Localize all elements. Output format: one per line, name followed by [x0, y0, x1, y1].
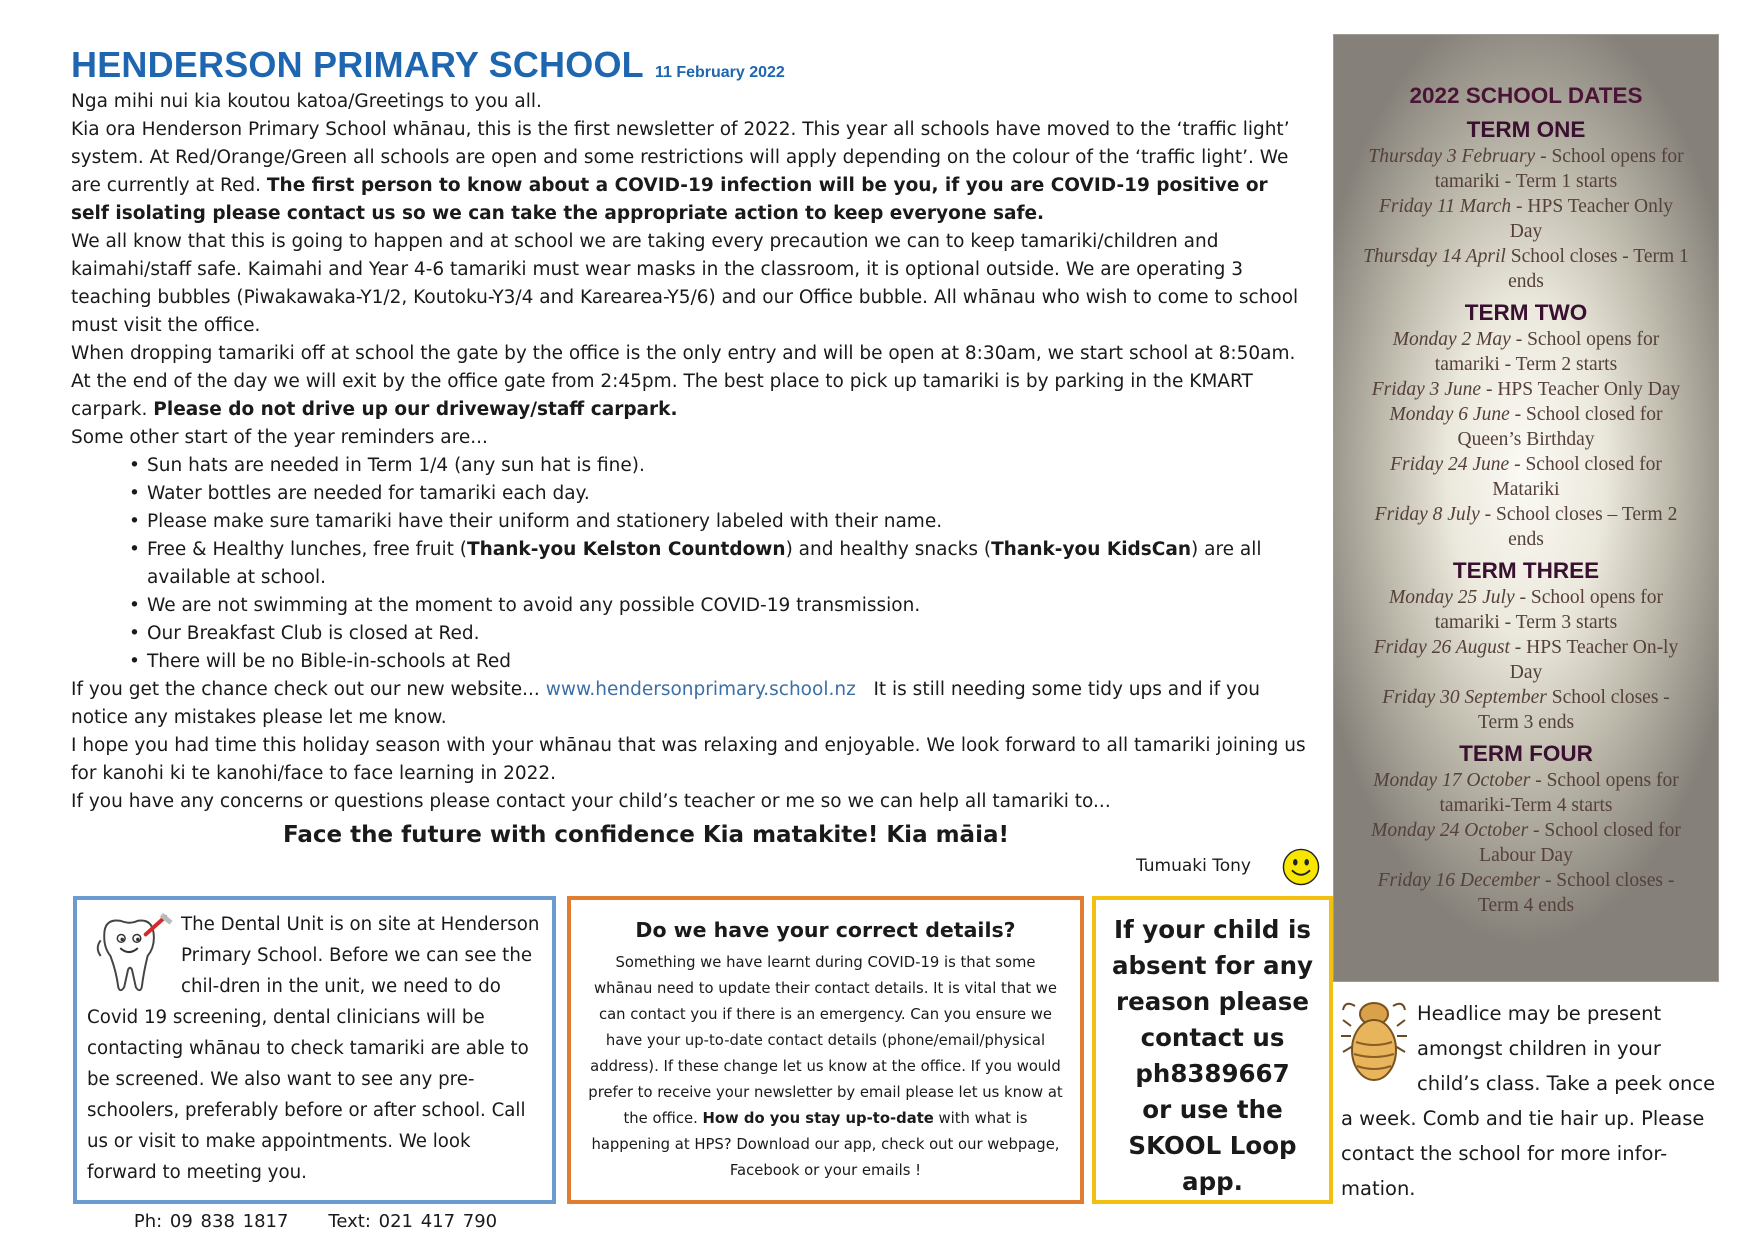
date-entry: Friday 8 July - School closes – Term 2 ends: [1374, 504, 1678, 550]
paragraph-traffic-light: Kia ora Henderson Primary School whānau, this is the first newsletter of 2022. This year all schools have moved to the ‘traffic light’ system. At Red/Orange/Green all schools are open and some restrictions will apply depending on the colour of the ‘traffic light’. We are currently at Red. The first person to know about a COVID-19 infection will be you, if you are COVID-19 positive or self isolating please contact us so we can take the appropriate action to keep everyone safe.: [71, 119, 1290, 224]
newsletter-article: [71, 44, 1311, 876]
smiley-face-icon: [1282, 848, 1320, 886]
skool-loop-text: or use the SKOOL Loop app.: [1128, 1095, 1297, 1196]
date-entry: Friday 11 March - HPS Teacher Only Day: [1379, 196, 1673, 242]
date-entry: Thursday 3 February - School opens for tamariki - Term 1 starts: [1368, 146, 1684, 192]
term-four-heading: TERM FOUR: [1459, 741, 1593, 766]
dental-unit-text: The Dental Unit is on site at Henderson Primary School. Before we can see the chil-dren in the unit, we need to do Covid 19 screening, dental clinicians will be contacting whānau to check tamariki are able to be screened. We also want to see any pre-schoolers, preferably before or after school. Call us or visit to make appointments. We look forward to meeting you.: [87, 914, 540, 1183]
paragraph-website: If you get the chance check out our new website... www.hendersonprimary.school.nz It is still needing some tidy ups and if you notice any mistakes please let me know.: [71, 679, 1261, 728]
stay-up-to-date-text: with what is happening at HPS? Download our app, check out our webpage, Facebook or your emails !: [591, 1110, 1060, 1179]
list-item: • Free & Healthy lunches, free fruit (Thank-you Kelston Countdown) and healthy snacks (Thank-you KidsCan) are all available at school.: [147, 536, 1311, 592]
list-item: • Sun hats are needed in Term 1/4 (any sun hat is fine).: [147, 452, 1311, 480]
headlice-text: Headlice may be present amongst children in your child’s class. Take a peek once a week. Comb and tie hair up. Please contact the school for more infor-mation.: [1341, 1002, 1716, 1200]
paragraph-precautions: We all know that this is going to happen and at school we are taking every precaution we can to keep tamariki/children and kaimahi/staff safe. Kaimahi and Year 4-6 tamariki must wear masks in the classroom, it is optional outside. We are operating 3 teaching bubbles (Piwakawaka-Y1/2, Koutoku-Y3/4 and Karearea-Y5/6) and our Office bubble. All whānau who wish to come to school must visit the office.: [71, 231, 1299, 336]
stay-up-to-date-label: How do you stay up-to-date: [702, 1110, 934, 1127]
date-entry: Monday 25 July - School opens for tamariki - Term 3 starts: [1388, 587, 1664, 633]
date-entry: Friday 30 September School closes - Term 3 ends: [1382, 687, 1670, 733]
term-three-heading: TERM THREE: [1452, 558, 1600, 583]
date-entry: Monday 2 May - School opens for tamariki - Term 2 starts: [1392, 329, 1660, 375]
contact-details-box: [567, 896, 1084, 1204]
absence-box: [1092, 896, 1333, 1204]
date-entry: Monday 17 October - School opens for tamariki-Term 4 starts: [1373, 770, 1679, 816]
driveway-notice: Please do not drive up our driveway/staff carpark.: [153, 399, 678, 420]
contact-details-text: Something we have learnt during COVID-19 is that some whānau need to update their contact details. It is vital that we can contact you if there is an emergency. Can you ensure we have your up-to-date contact details (phone/email/physical address). If these change let us know at the office. If you would prefer to receive your newsletter by email please let us know at the office.: [588, 954, 1063, 1127]
dental-text-number: Text: 021 417 790: [328, 1211, 498, 1232]
list-item: • Please make sure tamariki have their uniform and stationery labeled with their name.: [147, 508, 1311, 536]
dental-unit-text-block: [77, 900, 552, 1237]
absence-contact-text: If your child is absent for any reason please contact us ph8389667: [1111, 915, 1313, 1088]
list-item: • Water bottles are needed for tamariki each day.: [147, 480, 1311, 508]
date-entry: Thursday 14 April School closes - Term 1 ends: [1363, 246, 1689, 292]
date-entry: Monday 24 October - School closed for Labour Day: [1371, 820, 1681, 866]
reminders-list: [71, 452, 1311, 676]
term-one-heading: TERM ONE: [1466, 117, 1586, 142]
contact-details-heading: Do we have your correct details?: [635, 918, 1016, 942]
date-entry: Friday 26 August - HPS Teacher On-ly Day: [1373, 637, 1679, 683]
date-entry: Friday 24 June - School closed for Matariki: [1390, 454, 1662, 500]
list-item: • Our Breakfast Club is closed at Red.: [147, 620, 1311, 648]
list-item: • We are not swimming at the moment to avoid any possible COVID-19 transmission.: [147, 592, 1311, 620]
school-motto: Face the future with confidence Kia matakite! Kia māia!: [283, 822, 1009, 848]
head-louse-icon: [1341, 996, 1407, 1088]
contact-details-text-block: [571, 944, 1080, 1184]
date-entry: Monday 6 June - School closed for Queen’s Birthday: [1389, 404, 1663, 450]
list-item: • There will be no Bible-in-schools at Red: [147, 648, 1311, 676]
date-entry: Friday 3 June - HPS Teacher Only Day: [1371, 379, 1681, 400]
newsletter-body: [71, 88, 1311, 816]
paragraph-holiday: I hope you had time this holiday season with your whānau that was relaxing and enjoyable. We look forward to all tamariki joining us for kanohi ki te kanohi/face to face learning in 2022.: [71, 735, 1306, 784]
school-dates-title: 2022 SCHOOL DATES: [1409, 83, 1643, 108]
reminders-intro: Some other start of the year reminders are...: [71, 427, 488, 448]
greeting: Nga mihi nui kia koutou katoa/Greetings to you all.: [71, 91, 542, 112]
covid-notice: The first person to know about a COVID-19 infection will be you, if you are COVID-19 positive or self isolating please contact us so we can take the appropriate action to keep everyone safe.: [71, 175, 1268, 224]
term-two-heading: TERM TWO: [1464, 300, 1588, 325]
tooth-cartoon-icon: [87, 911, 175, 999]
issue-date: 11 February 2022: [654, 64, 785, 81]
absence-text-block: [1096, 900, 1329, 1200]
school-dates-panel: [1333, 34, 1719, 982]
dental-phone: Ph: 09 838 1817: [133, 1211, 289, 1232]
dental-contacts: [87, 1206, 544, 1237]
paragraph-concerns: If you have any concerns or questions please contact your child’s teacher or me so we can help all tamariki to...: [71, 791, 1111, 812]
dental-unit-box: [73, 896, 556, 1232]
masthead: [71, 44, 1311, 88]
date-entry: Friday 16 December - School closes - Term 4 ends: [1377, 870, 1675, 916]
principal-signoff: Tumuaki Tony: [1135, 856, 1251, 876]
school-name: HENDERSON PRIMARY SCHOOL: [71, 44, 644, 85]
paragraph-drop-off: When dropping tamariki off at school the gate by the office is the only entry and will be open at 8:30am, we start school at 8:50am. At the end of the day we will exit by the office gate from 2:45pm. The best place to pick up tamariki is by parking in the KMART carpark. Please do not drive up our driveway/staff carpark.: [71, 343, 1296, 420]
headlice-notice: [1341, 996, 1726, 1206]
website-link[interactable]: www.hendersonprimary.school.nz: [545, 679, 856, 700]
